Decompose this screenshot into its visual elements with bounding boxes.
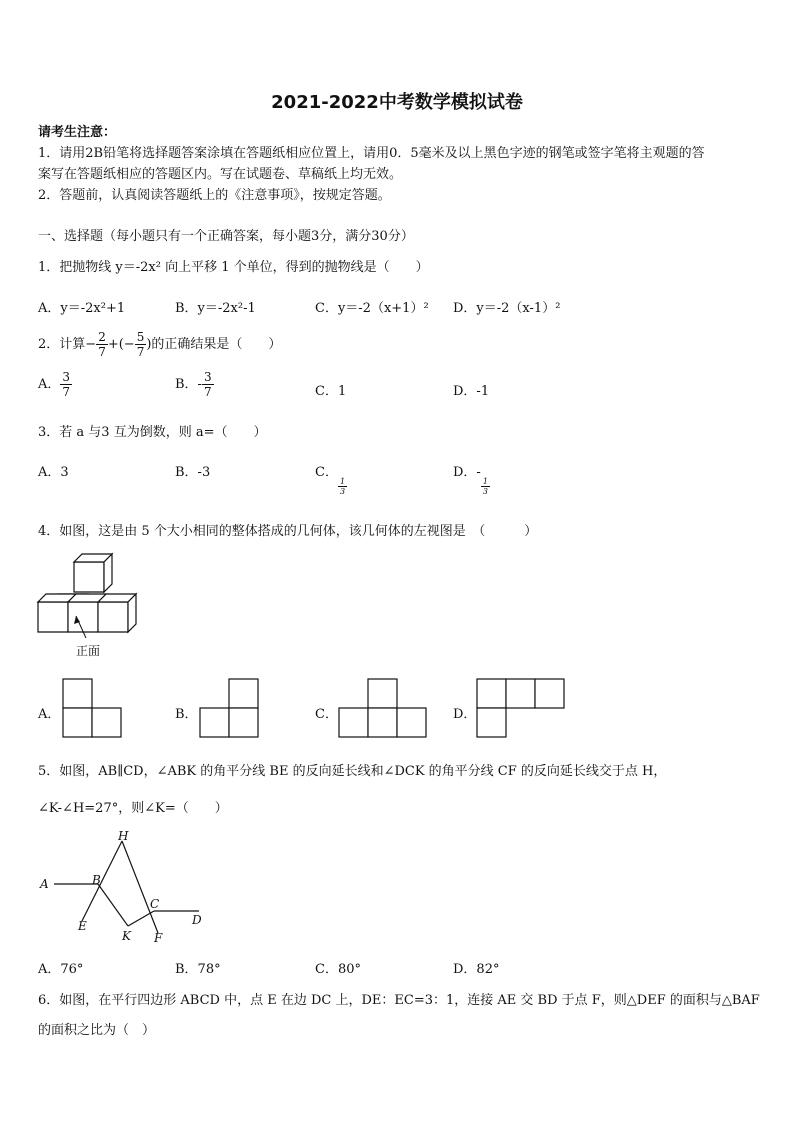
q4-option-b-label: B．: [175, 707, 198, 722]
q3-option-d: D．- $\frac{1}{3}$: [453, 465, 488, 496]
point-label-e: E: [78, 919, 87, 933]
q3-option-b: B．-3: [175, 465, 211, 480]
q4-option-c-label: C．: [315, 707, 338, 722]
q4-option-b-figure: [199, 678, 261, 740]
point-label-k: K: [122, 929, 131, 943]
question-6-line-2: 的面积之比为（ ）: [38, 1023, 156, 1038]
q3-option-c: C． $\frac{1}{3}$: [315, 465, 346, 496]
point-label-f: F: [154, 931, 163, 945]
question-6-line-1: 6．如图，在平行四边形 ABCD 中，点 E 在边 DC 上，DE：EC=3：1，连接 AE 交 BD 于点 F，则△DEF 的面积与△BAF: [38, 993, 760, 1008]
q5-geometry-figure: [34, 826, 214, 948]
q4-option-a-label: A．: [38, 707, 61, 722]
q4-option-d-label: D．: [453, 707, 477, 722]
notice-heading: 请考生注意：: [38, 125, 117, 140]
q2-option-a: A． $\frac{3}{7}$: [38, 370, 71, 399]
section-heading: 一、选择题（每小题只有一个正确答案，每小题3分，满分30分）: [38, 229, 414, 244]
question-5-line-1: 5．如图，AB∥CD，∠ABK 的角平分线 BE 的反向延长线和∠DCK 的角平分线 CF 的反向延长线交于点 H，: [38, 764, 667, 779]
point-label-h: H: [118, 829, 129, 843]
q5-option-c: C．80°: [315, 962, 361, 977]
fraction-5-7: $\frac{5}{7}$: [136, 330, 145, 359]
q4-option-c-figure: [338, 678, 429, 740]
question-2-stem: 2．计算− $\frac{2}{7}$ +(− $\frac{5}{7}$ )的正确结果是（ ）: [38, 330, 282, 359]
front-view-label: 正面: [76, 644, 101, 658]
q1-option-a: A．y＝-2x²+1: [38, 301, 126, 316]
fraction-2-7: $\frac{2}{7}$: [98, 330, 106, 359]
question-1-stem: 1．把抛物线 y＝-2x² 向上平移 1 个单位，得到的抛物线是（ ）: [38, 260, 429, 275]
q2-option-b: B．- $\frac{3}{7}$: [175, 370, 212, 399]
line-kc: [128, 911, 154, 926]
point-label-c: C: [150, 897, 160, 911]
question-4-stem: 4．如图，这是由 5 个大小相同的整体搭成的几何体，该几何体的左视图是 （ ）: [38, 524, 538, 539]
point-label-d: D: [192, 913, 202, 927]
notice-line-2: 2．答题前，认真阅读答题纸上的《注意事项》，按规定答题。: [38, 188, 391, 203]
notice-line-1a: 1．请用2B铅笔将选择题答案涂填在答题纸相应位置上，请用0．5毫米及以上黑色字迹的钢笔或签字笔将主观题的答: [38, 146, 705, 161]
q1-option-c: C．y＝-2（x+1）²: [315, 301, 429, 316]
point-label-b: B: [92, 873, 101, 887]
q5-option-a: A．76°: [38, 962, 84, 977]
q3-option-a: A．3: [38, 465, 69, 480]
q5-option-d: D．82°: [453, 962, 500, 977]
q2-option-c: C．1: [315, 384, 347, 399]
q5-option-b: B．78°: [175, 962, 221, 977]
q4-option-d-figure: [476, 678, 567, 740]
q4-option-a-figure: [62, 678, 124, 740]
line-bk: [98, 884, 128, 926]
question-5-line-2: ∠K-∠H=27°，则∠K=（ ）: [38, 801, 228, 816]
point-label-a: A: [40, 877, 49, 891]
q1-option-b: B．y＝-2x²-1: [175, 301, 256, 316]
question-3-stem: 3．若 a 与3 互为倒数，则 a=（ ）: [38, 425, 267, 440]
page-title: 2021-2022中考数学模拟试卷: [271, 92, 523, 113]
notice-line-1b: 案写在答题纸相应的答题区内。写在试题卷、草稿纸上均无效。: [38, 167, 403, 182]
q1-option-d: D．y＝-2（x-1）²: [453, 301, 561, 316]
q2-option-d: D．-1: [453, 384, 490, 399]
